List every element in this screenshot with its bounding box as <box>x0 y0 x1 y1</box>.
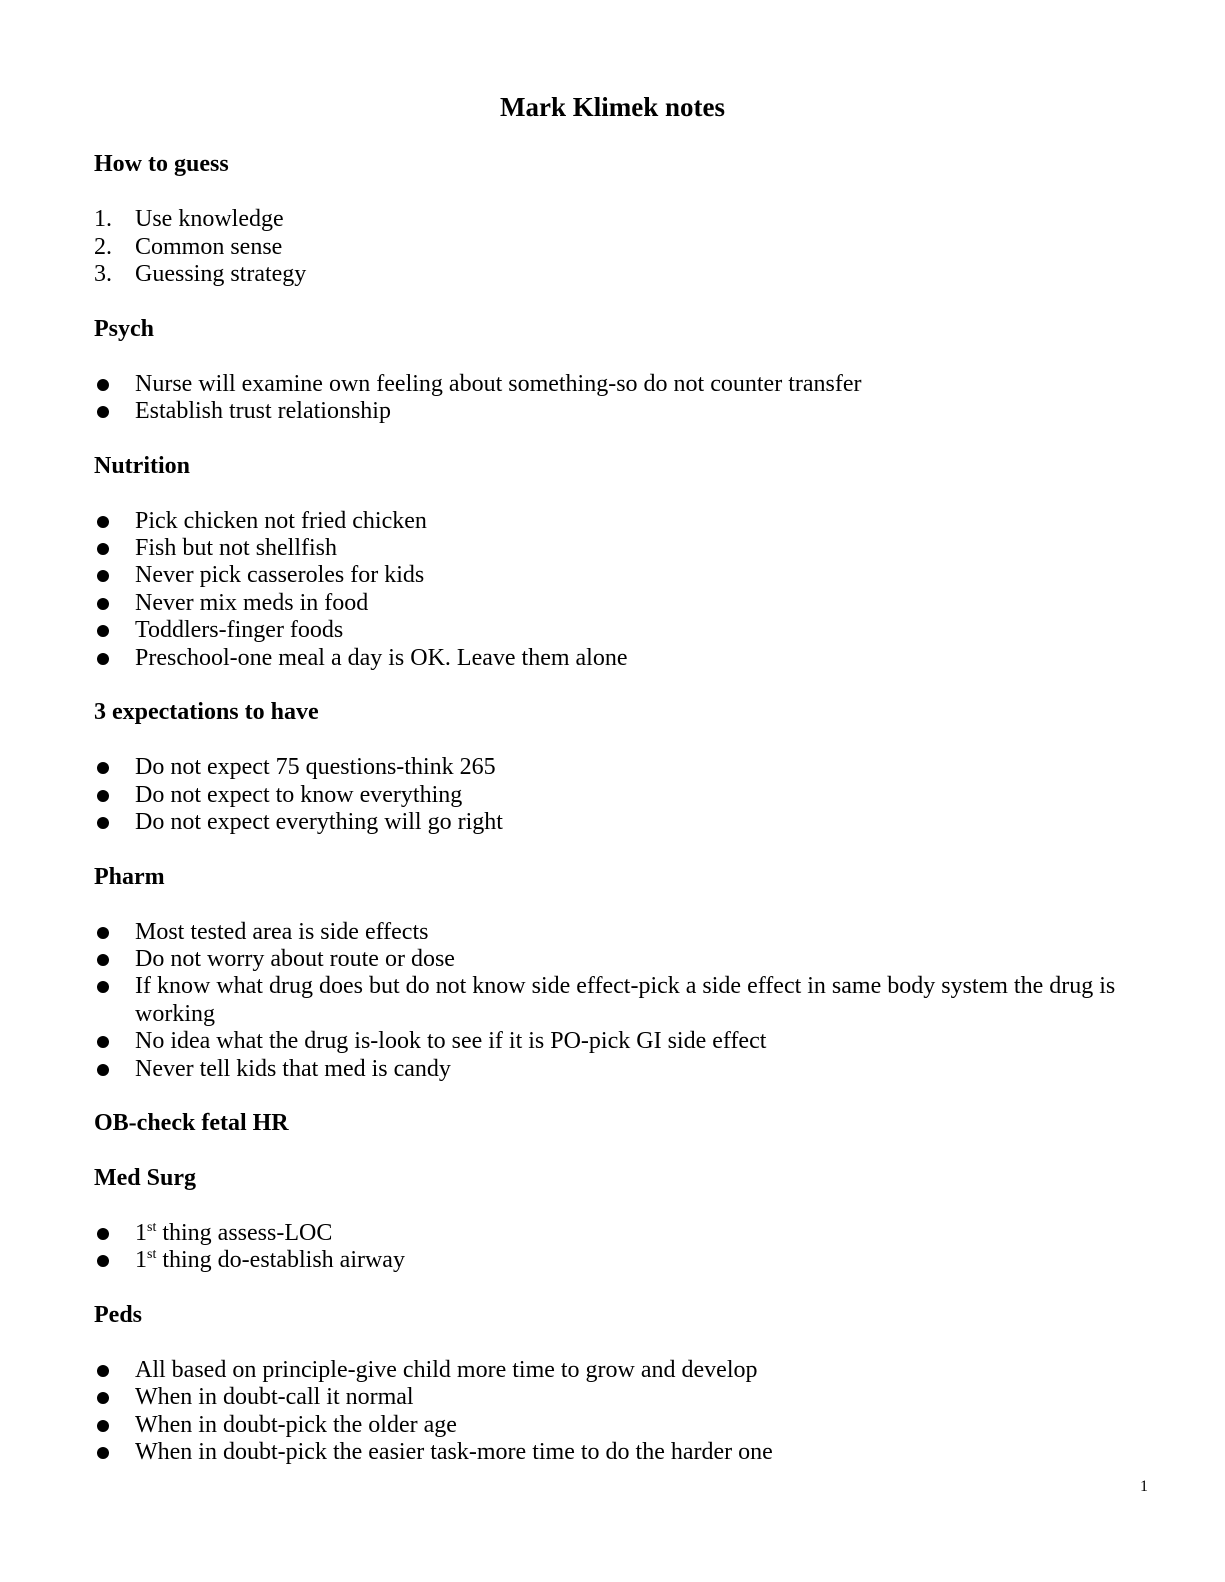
list-item: When in doubt-call it normal <box>94 1384 1131 1411</box>
bullet-icon <box>97 1228 109 1240</box>
bullet-icon <box>97 1392 109 1404</box>
list-item: 1st thing assess-LOC <box>94 1220 1131 1247</box>
nutrition-list <box>94 508 1131 672</box>
med-surg-list <box>94 1220 1131 1275</box>
bullet-icon <box>97 981 109 993</box>
page-number: 1 <box>1140 1478 1148 1495</box>
list-item: Nurse will examine own feeling about something-so do not counter transfer <box>94 371 1131 398</box>
bullet-icon <box>97 817 109 829</box>
bullet-icon <box>97 954 109 966</box>
bullet-icon <box>97 1420 109 1432</box>
section-heading-how-to-guess: How to guess <box>94 151 229 178</box>
expectations-list <box>94 754 1131 836</box>
section-heading-expectations: 3 expectations to have <box>94 699 319 726</box>
list-item: When in doubt-pick the older age <box>94 1412 1131 1439</box>
list-number: 2. <box>94 233 112 260</box>
bullet-icon <box>97 516 109 528</box>
list-number: 1. <box>94 206 112 233</box>
psych-list <box>94 371 1131 426</box>
bullet-icon <box>97 1064 109 1076</box>
bullet-icon <box>97 1255 109 1267</box>
list-item: Never mix meds in food <box>94 590 1131 617</box>
pharm-list <box>94 919 1131 1083</box>
bullet-icon <box>97 927 109 939</box>
list-item: Do not expect everything will go right <box>94 809 1131 836</box>
bullet-icon <box>97 1447 109 1459</box>
bullet-icon <box>97 1036 109 1048</box>
list-item: Do not expect to know everything <box>94 782 1131 809</box>
list-item: Do not worry about route or dose <box>94 946 1131 973</box>
bullet-icon <box>97 762 109 774</box>
section-heading-med-surg: Med Surg <box>94 1165 196 1192</box>
section-heading-peds: Peds <box>94 1302 142 1329</box>
list-number: 3. <box>94 261 112 288</box>
list-item: 1. Use knowledge <box>94 206 284 233</box>
list-item: Establish trust relationship <box>94 398 1131 425</box>
bullet-icon <box>97 379 109 391</box>
document-page <box>94 94 1131 1494</box>
list-item: If know what drug does but do not know side effect-pick a side effect in same body system the drug is working <box>94 973 1131 1028</box>
bullet-icon <box>97 790 109 802</box>
section-heading-ob: OB-check fetal HR <box>94 1110 289 1137</box>
list-item: When in doubt-pick the easier task-more time to do the harder one <box>94 1439 1131 1466</box>
bullet-icon <box>97 1365 109 1377</box>
section-heading-psych: Psych <box>94 315 154 342</box>
list-item: Fish but not shellfish <box>94 535 1131 562</box>
list-item: Preschool-one meal a day is OK. Leave them alone <box>94 645 1131 672</box>
list-item: Pick chicken not fried chicken <box>94 508 1131 535</box>
bullet-icon <box>97 570 109 582</box>
list-item: No idea what the drug is-look to see if it is PO-pick GI side effect <box>94 1028 1131 1055</box>
list-item: Never tell kids that med is candy <box>94 1056 1131 1083</box>
document-title: Mark Klimek notes <box>500 92 725 122</box>
list-item: Most tested area is side effects <box>94 919 1131 946</box>
bullet-icon <box>97 653 109 665</box>
section-heading-nutrition: Nutrition <box>94 452 190 479</box>
bullet-icon <box>97 543 109 555</box>
peds-list <box>94 1357 1131 1467</box>
list-item: 3. Guessing strategy <box>94 261 307 288</box>
list-item: Never pick casseroles for kids <box>94 562 1131 589</box>
section-heading-pharm: Pharm <box>94 863 165 890</box>
guess-list <box>94 206 1131 288</box>
bullet-icon <box>97 598 109 610</box>
list-item: Do not expect 75 questions-think 265 <box>94 754 1131 781</box>
bullet-icon <box>97 625 109 637</box>
list-item: Toddlers-finger foods <box>94 617 1131 644</box>
list-item: 2. Common sense <box>94 233 283 260</box>
list-item: All based on principle-give child more time to grow and develop <box>94 1357 1131 1384</box>
list-item: 1st thing do-establish airway <box>94 1247 1131 1274</box>
bullet-icon <box>97 406 109 418</box>
